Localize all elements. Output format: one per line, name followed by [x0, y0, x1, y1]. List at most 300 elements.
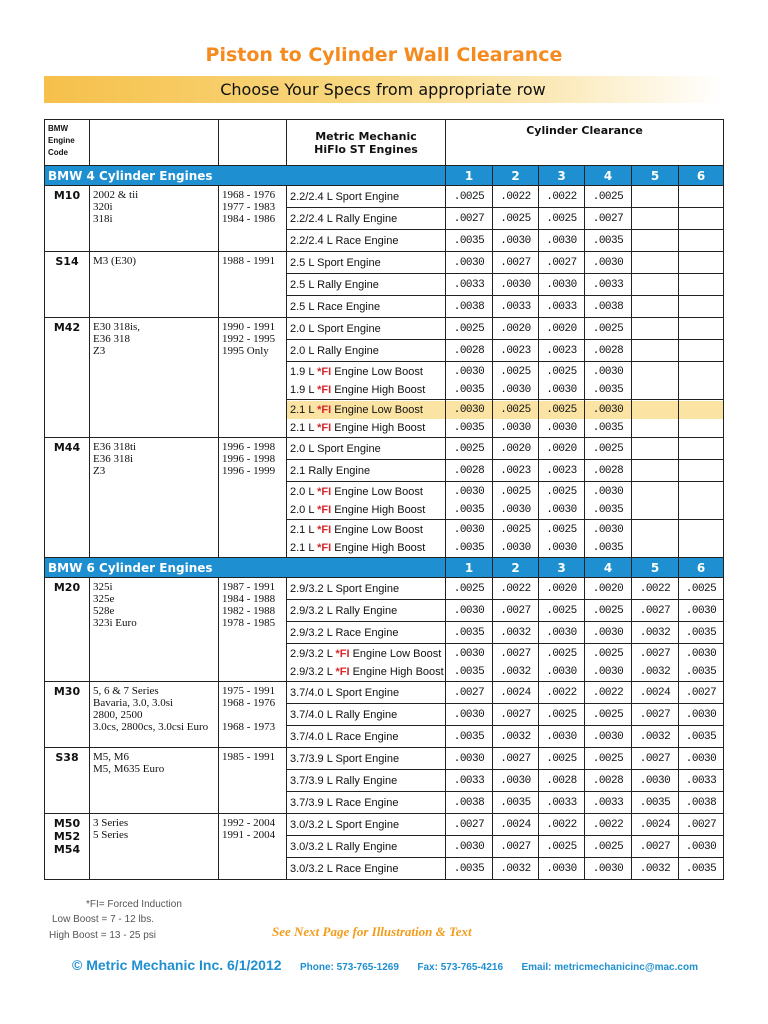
- clearance-value: [539, 362, 585, 400]
- year-range: 1991 - 2004: [222, 829, 276, 841]
- clearance-value: .0030: [632, 770, 679, 792]
- metric-mechanic-header: [287, 120, 446, 166]
- clearance-value: .0038: [446, 792, 493, 814]
- clearance-value: [539, 482, 585, 520]
- clearance-value: .0033: [539, 792, 585, 814]
- engine-spec-name: 2.9/3.2 L Sport Engine: [287, 578, 446, 600]
- clearance-value-line: [679, 521, 723, 539]
- company-copyright: © Metric Mechanic Inc. 6/1/2012: [72, 957, 282, 973]
- clearance-value: .0030: [539, 274, 585, 296]
- clearance-value: .0035: [446, 726, 493, 748]
- clearance-value: [679, 400, 724, 438]
- clearance-value: .0025: [585, 438, 632, 460]
- engine-size: 2.0 L: [290, 485, 318, 498]
- subtitle-bar: [44, 76, 722, 103]
- clearance-value: [446, 400, 493, 438]
- engine-spec-name: 3.7/3.9 L Race Engine: [287, 792, 446, 814]
- clearance-value: .0033: [493, 296, 539, 318]
- model-list: [90, 814, 219, 880]
- clearance-value: .0030: [679, 600, 724, 622]
- engine-spec-name: 2.1 Rally Engine: [287, 460, 446, 482]
- model-list: [90, 748, 219, 814]
- model-name: E36 318i: [93, 453, 134, 465]
- engine-code-line: M50: [53, 817, 81, 830]
- clearance-value: .0033: [585, 792, 632, 814]
- clearance-value-line: [632, 401, 678, 419]
- clearance-value: [679, 460, 724, 482]
- clearance-value: [679, 296, 724, 318]
- clearance-value: .0027: [493, 836, 539, 858]
- clearance-value: .0030: [539, 858, 585, 880]
- clearance-value: .0027: [679, 682, 724, 704]
- engine-spec-name: 3.0/3.2 L Sport Engine: [287, 814, 446, 836]
- clearance-value: [679, 252, 724, 274]
- engine-spec-name: [287, 520, 446, 558]
- clearance-value-line: [679, 483, 723, 501]
- year-range: 1984 - 1986: [222, 213, 276, 225]
- clearance-value-line: .0030: [446, 401, 492, 419]
- metric-header-line: HiFlo ST Engines: [314, 142, 418, 156]
- clearance-value: .0025: [539, 208, 585, 230]
- clearance-value: .0023: [493, 340, 539, 362]
- engine-spec-name: 3.7/3.9 L Sport Engine: [287, 748, 446, 770]
- clearance-value: .0028: [585, 340, 632, 362]
- clearance-value: [632, 438, 679, 460]
- clearance-value: [632, 208, 679, 230]
- clearance-value-line: .0030: [546, 503, 577, 516]
- clearance-value-line: .0030: [500, 421, 531, 434]
- subtitle: Choose Your Specs from appropriate row: [220, 80, 546, 99]
- clearance-value: .0027: [493, 748, 539, 770]
- year-list: [219, 318, 287, 438]
- model-name: 323i Euro: [93, 617, 137, 629]
- clearance-value: [632, 460, 679, 482]
- clearance-table: [44, 119, 724, 880]
- clearance-value: [539, 520, 585, 558]
- clearance-value: .0022: [632, 578, 679, 600]
- clearance-value: .0030: [446, 600, 493, 622]
- forced-induction-mark: *FI: [317, 403, 332, 416]
- clearance-value: .0035: [446, 858, 493, 880]
- engine-spec-line: [287, 645, 445, 663]
- clearance-value: .0020: [585, 578, 632, 600]
- engine-size: 2.1 L: [290, 523, 318, 536]
- engine-spec-name: 2.5 L Sport Engine: [287, 252, 446, 274]
- clearance-value: [632, 296, 679, 318]
- model-name: 3.0cs, 2800cs, 3.0csi Euro: [93, 721, 209, 733]
- fax-number: Fax: 573-765-4216: [417, 962, 504, 973]
- clearance-value-line: .0025: [539, 401, 584, 419]
- clearance-value-line: .0025: [500, 365, 531, 378]
- engine-code-header-line: Code: [48, 148, 68, 157]
- model-name: M5, M6: [93, 751, 130, 763]
- year-range: 1992 - 2004: [222, 817, 276, 829]
- clearance-value: .0028: [585, 770, 632, 792]
- cylinder-column-header: 5: [632, 558, 679, 578]
- engine-spec-name: 3.7/4.0 L Sport Engine: [287, 682, 446, 704]
- high-boost-note: High Boost = 13 - 25 psi: [49, 930, 157, 941]
- clearance-value-line: .0032: [500, 665, 531, 678]
- clearance-value: .0023: [539, 460, 585, 482]
- clearance-value: .0025: [585, 318, 632, 340]
- clearance-value: .0022: [539, 682, 585, 704]
- clearance-value: [679, 362, 724, 400]
- clearance-value: .0032: [493, 622, 539, 644]
- cylinder-clearance-header: Cylinder Clearance: [446, 120, 724, 166]
- clearance-value-line: .0025: [546, 485, 577, 498]
- model-name: 3 Series: [93, 817, 129, 829]
- model-list: [90, 682, 219, 748]
- clearance-value: .0038: [446, 296, 493, 318]
- model-name: Bavaria, 3.0, 3.0si: [93, 697, 174, 709]
- table-row: [45, 682, 724, 704]
- clearance-value-line: .0030: [592, 665, 624, 678]
- engine-spec-name: 2.0 L Rally Engine: [287, 340, 446, 362]
- clearance-value: .0024: [632, 682, 679, 704]
- engine-code-line: M42: [53, 321, 81, 334]
- clearance-value-line: .0035: [592, 541, 624, 554]
- engine-size: 2.9/3.2 L: [290, 665, 336, 678]
- year-list: [219, 682, 287, 748]
- clearance-value: [493, 482, 539, 520]
- clearance-value: .0023: [539, 340, 585, 362]
- clearance-value: .0030: [539, 726, 585, 748]
- clearance-value: .0038: [679, 792, 724, 814]
- cylinder-column-header: 3: [539, 166, 585, 186]
- clearance-value: .0027: [446, 208, 493, 230]
- low-boost-note: Low Boost = 7 - 12 lbs.: [52, 914, 155, 925]
- engine-code: [45, 578, 90, 682]
- clearance-value: .0027: [493, 252, 539, 274]
- clearance-value: [446, 482, 493, 520]
- year-range: 1995 Only: [222, 345, 269, 357]
- clearance-value-line: .0035: [592, 503, 624, 516]
- engine-size: 2.1 L: [290, 421, 318, 434]
- model-name: M5, M635 Euro: [93, 763, 165, 775]
- model-name: 320i: [93, 201, 113, 213]
- engine-spec-name: 2.9/3.2 L Rally Engine: [287, 600, 446, 622]
- cylinder-column-header: 5: [632, 166, 679, 186]
- clearance-value: .0024: [493, 814, 539, 836]
- clearance-value: .0030: [493, 230, 539, 252]
- forced-induction-mark: *FI: [317, 421, 332, 434]
- year-range: 1996 - 1998: [222, 441, 276, 453]
- clearance-value: [632, 362, 679, 400]
- cylinder-column-header: 2: [493, 558, 539, 578]
- boost-level: Engine Low Boost: [349, 647, 442, 660]
- engine-spec-line: [287, 501, 445, 519]
- clearance-value-line: .0030: [500, 541, 531, 554]
- model-list: [90, 252, 219, 318]
- forced-induction-mark: *FI: [317, 503, 332, 516]
- clearance-value: [493, 362, 539, 400]
- years-header: [219, 120, 287, 166]
- year-range: 1982 - 1988: [222, 605, 276, 617]
- clearance-value-line: .0035: [453, 421, 485, 434]
- clearance-value: .0030: [679, 748, 724, 770]
- clearance-value: .0030: [539, 230, 585, 252]
- clearance-value: .0030: [446, 704, 493, 726]
- clearance-value: .0035: [679, 622, 724, 644]
- clearance-value-line: [632, 381, 678, 399]
- engine-code-line: S38: [55, 751, 79, 764]
- table-row: [45, 578, 724, 600]
- clearance-value-line: [679, 401, 723, 419]
- year-list: [219, 748, 287, 814]
- boost-level: Engine High Boost: [331, 383, 426, 396]
- clearance-value-line: .0035: [453, 665, 485, 678]
- clearance-value: [585, 362, 632, 400]
- model-list: [90, 578, 219, 682]
- clearance-value: .0025: [585, 186, 632, 208]
- clearance-value-line: [679, 381, 723, 399]
- clearance-value: .0027: [632, 836, 679, 858]
- year-range: 1968 - 1976: [222, 189, 276, 201]
- model-name: E30 318is,: [93, 321, 141, 333]
- section-header-row: [45, 558, 724, 578]
- engine-spec-line: [287, 483, 445, 501]
- clearance-value: .0028: [446, 460, 493, 482]
- model-header: [90, 120, 219, 166]
- clearance-value-line: .0027: [639, 647, 671, 660]
- forced-induction-mark: *FI: [317, 523, 332, 536]
- clearance-value: .0030: [585, 726, 632, 748]
- section-title: BMW 4 Cylinder Engines: [45, 166, 446, 186]
- engine-spec-name: 2.0 L Sport Engine: [287, 318, 446, 340]
- cylinder-column-header: 1: [446, 166, 493, 186]
- engine-spec-line: [287, 419, 445, 437]
- engine-spec-line: [287, 663, 445, 681]
- clearance-value: .0030: [585, 252, 632, 274]
- clearance-value: .0035: [632, 792, 679, 814]
- clearance-value: .0033: [585, 274, 632, 296]
- clearance-value: .0027: [679, 814, 724, 836]
- engine-code-line: M54: [53, 843, 81, 856]
- year-range: 1977 - 1983: [222, 201, 276, 213]
- model-name: 2800, 2500: [93, 709, 143, 721]
- clearance-value: .0032: [632, 726, 679, 748]
- clearance-value: .0025: [539, 748, 585, 770]
- clearance-value: .0025: [585, 704, 632, 726]
- clearance-value: .0023: [493, 460, 539, 482]
- clearance-value: .0025: [585, 600, 632, 622]
- model-name: 5, 6 & 7 Series: [93, 685, 159, 697]
- model-name: 2002 & tii: [93, 189, 139, 201]
- page-title: Piston to Cylinder Wall Clearance: [205, 44, 563, 66]
- engine-code: [45, 814, 90, 880]
- clearance-value: [493, 520, 539, 558]
- clearance-value-line: .0030: [453, 365, 485, 378]
- engine-code: [45, 682, 90, 748]
- model-name: E36 318: [93, 333, 130, 345]
- year-range: 1990 - 1991: [222, 321, 276, 333]
- phone-number: Phone: 573-765-1269: [299, 962, 399, 973]
- model-name: 5 Series: [93, 829, 129, 841]
- clearance-value: .0038: [585, 296, 632, 318]
- clearance-value: .0020: [539, 318, 585, 340]
- clearance-value: [585, 520, 632, 558]
- clearance-value-line: .0030: [546, 541, 577, 554]
- forced-induction-mark: *FI: [317, 365, 332, 378]
- fi-note: *FI= Forced Induction: [86, 899, 182, 910]
- clearance-value: .0030: [493, 274, 539, 296]
- clearance-value: .0027: [493, 704, 539, 726]
- clearance-value: .0030: [446, 836, 493, 858]
- engine-size: 1.9 L: [290, 383, 318, 396]
- clearance-value: [493, 644, 539, 682]
- engine-code-header-line: Engine: [48, 136, 75, 145]
- engine-spec-line: [287, 521, 445, 539]
- clearance-value-line: .0025: [546, 523, 577, 536]
- clearance-value: [679, 520, 724, 558]
- year-range: [222, 709, 283, 721]
- cylinder-column-header: 4: [585, 166, 632, 186]
- engine-size: 2.1 L: [290, 403, 318, 416]
- clearance-value-line: [632, 539, 678, 557]
- clearance-value: .0025: [493, 208, 539, 230]
- engine-code-line: M44: [53, 441, 81, 454]
- engine-spec-name: 3.7/4.0 L Rally Engine: [287, 704, 446, 726]
- table-row: [45, 186, 724, 208]
- clearance-value: .0025: [539, 836, 585, 858]
- clearance-value: .0027: [539, 252, 585, 274]
- boost-level: Engine Low Boost: [331, 403, 423, 416]
- clearance-value: [679, 274, 724, 296]
- clearance-value: .0025: [446, 318, 493, 340]
- clearance-value-line: .0025: [546, 365, 577, 378]
- clearance-value: .0032: [632, 858, 679, 880]
- clearance-value: [679, 644, 724, 682]
- clearance-value: .0033: [539, 296, 585, 318]
- clearance-value: [632, 340, 679, 362]
- model-name: Z3: [93, 465, 106, 477]
- clearance-value: [539, 644, 585, 682]
- engine-spec-line: [287, 539, 445, 557]
- boost-level: Engine High Boost: [331, 541, 426, 554]
- clearance-value-line: .0035: [453, 541, 485, 554]
- clearance-value: .0033: [446, 274, 493, 296]
- clearance-value: .0025: [539, 600, 585, 622]
- clearance-value: .0035: [493, 792, 539, 814]
- boost-level: Engine High Boost: [349, 665, 444, 678]
- clearance-value: .0032: [493, 726, 539, 748]
- clearance-value: [679, 340, 724, 362]
- engine-spec-name: 2.2/2.4 L Race Engine: [287, 230, 446, 252]
- footer: [72, 957, 698, 975]
- section-header-row: [45, 166, 724, 186]
- model-list: [90, 318, 219, 438]
- forced-induction-mark: *FI: [335, 647, 350, 660]
- clearance-value: .0030: [585, 622, 632, 644]
- model-list: [90, 186, 219, 252]
- boost-level: Engine Low Boost: [331, 523, 423, 536]
- model-name: 325e: [93, 593, 115, 605]
- year-range: 1985 - 1991: [222, 751, 276, 763]
- engine-code: [45, 438, 90, 558]
- clearance-value: .0035: [679, 858, 724, 880]
- email-link[interactable]: Email: metricmechanicinc@mac.com: [521, 962, 698, 973]
- clearance-value: [679, 482, 724, 520]
- engine-size: 1.9 L: [290, 365, 318, 378]
- next-page-note: See Next Page for Illustration & Text: [272, 924, 472, 939]
- clearance-value-line: .0035: [592, 383, 624, 396]
- clearance-value: .0035: [446, 230, 493, 252]
- clearance-value: .0030: [446, 252, 493, 274]
- clearance-value: .0025: [585, 836, 632, 858]
- boost-level: Engine Low Boost: [331, 485, 423, 498]
- clearance-value: .0030: [679, 704, 724, 726]
- clearance-value: [632, 482, 679, 520]
- engine-spec-name: 2.0 L Sport Engine: [287, 438, 446, 460]
- clearance-value-line: .0025: [493, 401, 538, 419]
- year-range: 1968 - 1976: [222, 697, 276, 709]
- year-list: [219, 438, 287, 558]
- clearance-value: .0035: [446, 622, 493, 644]
- year-range: 1996 - 1998: [222, 453, 276, 465]
- clearance-value: .0030: [446, 748, 493, 770]
- model-list: [90, 438, 219, 558]
- clearance-value: .0035: [585, 230, 632, 252]
- table-row: [45, 318, 724, 340]
- engine-spec-name: 3.0/3.2 L Rally Engine: [287, 836, 446, 858]
- table-row: [45, 438, 724, 460]
- clearance-value: .0020: [539, 578, 585, 600]
- clearance-value-line: .0025: [546, 647, 577, 660]
- clearance-value: [679, 186, 724, 208]
- clearance-value-line: .0025: [500, 485, 531, 498]
- engine-spec-line: [287, 363, 445, 381]
- clearance-value: .0027: [493, 600, 539, 622]
- year-list: [219, 814, 287, 880]
- engine-code: [45, 186, 90, 252]
- cylinder-column-header: 1: [446, 558, 493, 578]
- forced-induction-mark: *FI: [317, 383, 332, 396]
- clearance-value: [585, 644, 632, 682]
- clearance-value: [585, 400, 632, 438]
- engine-size: 2.9/3.2 L: [290, 647, 336, 660]
- clearance-value: .0024: [632, 814, 679, 836]
- section-title: BMW 6 Cylinder Engines: [45, 558, 446, 578]
- clearance-value-line: [632, 521, 678, 539]
- clearance-value: [632, 252, 679, 274]
- engine-spec-name: 3.7/4.0 L Race Engine: [287, 726, 446, 748]
- model-name: E36 318ti: [93, 441, 137, 453]
- cylinder-column-header: 6: [679, 558, 724, 578]
- engine-spec-line: [287, 401, 445, 419]
- model-name: Z3: [93, 345, 106, 357]
- clearance-value-line: [632, 363, 678, 381]
- clearance-value: .0027: [632, 748, 679, 770]
- clearance-value: .0027: [632, 704, 679, 726]
- clearance-value-line: .0030: [546, 421, 577, 434]
- engine-code: [45, 748, 90, 814]
- clearance-value: [446, 362, 493, 400]
- year-range: 1968 - 1973: [222, 721, 276, 733]
- clearance-value: [632, 644, 679, 682]
- clearance-value-line: .0030: [546, 665, 577, 678]
- clearance-value-line: .0035: [592, 421, 624, 434]
- engine-code: [45, 318, 90, 438]
- year-range: 1987 - 1991: [222, 581, 276, 593]
- clearance-value: .0033: [446, 770, 493, 792]
- clearance-value-line: [679, 419, 723, 437]
- metric-header-line: Metric Mechanic: [315, 129, 417, 143]
- engine-spec-name: 3.0/3.2 L Race Engine: [287, 858, 446, 880]
- clearance-value-line: .0030: [592, 485, 624, 498]
- boost-level: Engine High Boost: [331, 503, 426, 516]
- clearance-value: .0022: [493, 186, 539, 208]
- year-range: 1984 - 1988: [222, 593, 276, 605]
